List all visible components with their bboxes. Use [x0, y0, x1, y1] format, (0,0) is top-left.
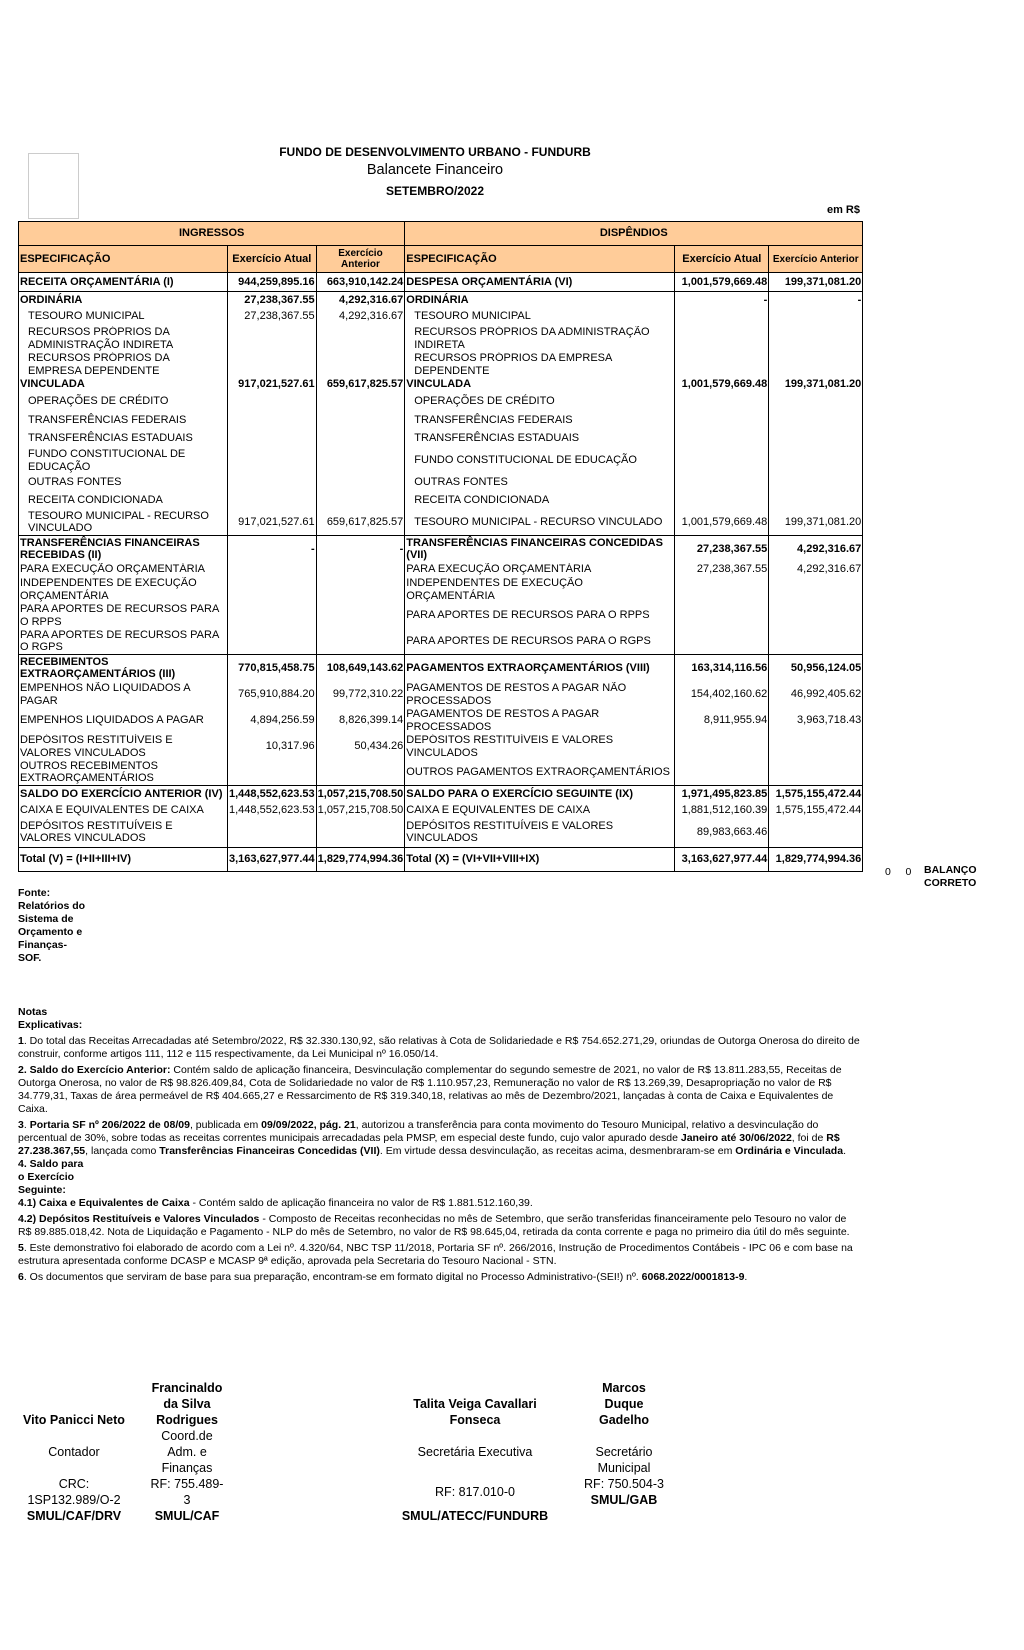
row-label-left: ORDINÁRIA	[19, 292, 228, 308]
table-row	[19, 412, 863, 430]
row-value-anterior-right	[769, 474, 863, 492]
row-label-right: ORDINÁRIA	[405, 292, 675, 308]
signature-role: Secretário Municipal	[595, 1445, 653, 1475]
row-value-anterior-right	[769, 629, 863, 655]
row-value-anterior-right: -	[769, 292, 863, 308]
signature-unit: SMUL/CAF	[154, 1509, 220, 1523]
row-label-left: EMPENHOS NÃO LIQUIDADOS A PAGAR	[19, 682, 228, 708]
col-spec-left: ESPECIFICAÇÃO	[19, 246, 228, 273]
row-label-right: INDEPENDENTES DE EXECUÇÃO ORÇAMENTÁRIA	[405, 577, 675, 603]
col-anterior-right: Exercício Anterior	[769, 246, 863, 273]
signature-registration: CRC: 1SP132.989/O-2	[27, 1477, 121, 1507]
row-label-right: PAGAMENTOS DE RESTOS A PAGAR NÃO PROCESSADOS	[405, 682, 675, 708]
row-label-right: PAGAMENTOS EXTRAORÇAMENTÁRIOS (VIII)	[405, 655, 675, 682]
row-value-anterior-left	[316, 603, 405, 629]
row-value-atual-right	[675, 492, 769, 510]
table-row	[19, 734, 863, 760]
row-value-anterior-left	[316, 563, 405, 577]
row-value-atual-left: 944,259,895.16	[228, 273, 317, 292]
row-value-atual-left: 27,238,367.55	[228, 292, 317, 308]
row-value-atual-right	[675, 430, 769, 448]
row-value-atual-right: 163,314,116.56	[675, 655, 769, 682]
row-value-atual-left	[228, 492, 317, 510]
row-value-anterior-left	[316, 474, 405, 492]
row-value-anterior-right	[769, 308, 863, 326]
row-value-anterior-left: 4,292,316.67	[316, 308, 405, 326]
row-label-left: DEPÓSITOS RESTITUÍVEIS E VALORES VINCULADOS	[19, 818, 228, 848]
table-row	[19, 474, 863, 492]
table-row	[19, 448, 863, 474]
note-4-2: 4.2) Depósitos Restituíveis e Valores Vinculados - Composto de Receitas reconhecidas no mês de Setembro, que serão transferidas financeiramente pelo Tesouro no valor de R$ 89.885.018,42. Nota de Liquidação e Pagamento - NLP do mês de Setembro, no valor de R$ 98.645,04, retirada da conta corrente e paga no primeiro dia útil do mês seguinte.	[18, 1213, 850, 1238]
row-value-anterior-right: 3,963,718.43	[769, 708, 863, 734]
signature-unit: SMUL/GAB	[590, 1493, 658, 1507]
row-value-anterior-right	[769, 430, 863, 448]
table-row	[19, 430, 863, 448]
row-value-atual-right: 1,881,512,160.39	[675, 803, 769, 818]
table-row	[19, 378, 863, 392]
row-label-left: RECURSOS PRÓPRIOS DA ADMINISTRAÇÃO INDIRETA	[19, 326, 228, 352]
signature-coordenador	[148, 1380, 226, 1524]
check-value-a: 0	[885, 866, 891, 878]
row-value-atual-left: 1,448,552,623.53	[228, 786, 317, 803]
row-value-atual-right	[675, 392, 769, 412]
row-label-right: PARA APORTES DE RECURSOS PARA O RPPS	[405, 603, 675, 629]
row-label-left: RECURSOS PRÓPRIOS DA EMPRESA DEPENDENTE	[19, 352, 228, 378]
row-value-atual-left: 765,910,884.20	[228, 682, 317, 708]
row-value-atual-left: 10,317.96	[228, 734, 317, 760]
row-value-anterior-right: 199,371,081.20	[769, 273, 863, 292]
row-label-left: VINCULADA	[19, 378, 228, 392]
row-value-atual-left	[228, 326, 317, 352]
row-label-right: OUTRAS FONTES	[405, 474, 675, 492]
row-value-atual-right: 1,001,579,669.48	[675, 510, 769, 536]
dispendios-header: DISPÊNDIOS	[405, 222, 863, 246]
row-label-left: PARA EXECUÇÃO ORÇAMENTÁRIA	[19, 563, 228, 577]
row-value-atual-right: 1,001,579,669.48	[675, 378, 769, 392]
row-label-left: TESOURO MUNICIPAL	[19, 308, 228, 326]
row-value-anterior-left: 99,772,310.22	[316, 682, 405, 708]
row-value-anterior-left	[316, 760, 405, 786]
note-6: 6. Os documentos que serviram de base para sua preparação, encontram-se em formato digital no Processo Administrativo-(SEI!) nº. 6068.2022/0001813-9.	[18, 1271, 748, 1283]
signature-name: Marcos Duque Gadelho	[598, 1381, 649, 1427]
row-value-anterior-left: 663,910,142.24	[316, 273, 405, 292]
row-value-anterior-right	[769, 818, 863, 848]
col-anterior-left: Exercício Anterior	[316, 246, 405, 273]
check-value-b: 0	[905, 866, 912, 878]
row-value-anterior-left: 1,057,215,708.50	[316, 786, 405, 803]
row-label-right: PAGAMENTOS DE RESTOS A PAGAR PROCESSADOS	[405, 708, 675, 734]
col-atual-right: Exercício Atual	[675, 246, 769, 273]
row-value-atual-left	[228, 760, 317, 786]
row-value-atual-left: 3,163,627,977.44	[228, 848, 317, 872]
table-row	[19, 760, 863, 786]
row-value-atual-right: 27,238,367.55	[675, 563, 769, 577]
col-spec-right: ESPECIFICAÇÃO	[405, 246, 675, 273]
row-value-anterior-right: 1,575,155,472.44	[769, 786, 863, 803]
row-value-atual-left	[228, 412, 317, 430]
row-value-anterior-right	[769, 412, 863, 430]
row-value-anterior-right	[769, 326, 863, 352]
row-value-anterior-right: 1,829,774,994.36	[769, 848, 863, 872]
table-row	[19, 510, 863, 536]
row-value-atual-right: 1,971,495,823.85	[675, 786, 769, 803]
table-row	[19, 273, 863, 292]
row-label-right: FUNDO CONSTITUCIONAL DE EDUCAÇÃO	[405, 448, 675, 474]
row-label-right: CAIXA E EQUIVALENTES DE CAIXA	[405, 803, 675, 818]
row-value-atual-left: 4,894,256.59	[228, 708, 317, 734]
row-label-right: VINCULADA	[405, 378, 675, 392]
row-value-anterior-left: 4,292,316.67	[316, 292, 405, 308]
row-value-anterior-right: 46,992,405.62	[769, 682, 863, 708]
row-value-atual-left: 917,021,527.61	[228, 510, 317, 536]
row-label-left: DEPÓSITOS RESTITUÍVEIS E VALORES VINCULADOS	[19, 734, 228, 760]
row-value-atual-left: 1,448,552,623.53	[229, 803, 315, 816]
signature-role: Secretária Executiva	[417, 1445, 533, 1459]
row-value-anterior-left	[316, 577, 405, 603]
row-value-atual-left	[228, 448, 317, 474]
note-2: 2. Saldo do Exercício Anterior: Contém saldo de aplicação financeira, Desvinculação complementar do segundo semestre de 2021, no valor de R$ 13.811.283,55, Receitas de Outorga Onerosa, no valor de R$ 98.826.409,84, Cota de Solidariedade no valor de R$ 1.110.957,23, Remuneração no valor de R$ 13.269,39, Desapropriação no valor de R$ 34.779,31, Taxas de área permeável de R$ 404.665,27 e Ressarcimento de R$ 319.340,18, relativas ao mês de Dezembro/2021, lançadas à conta de Caixa e Equivalentes de Caixa.	[18, 1064, 842, 1115]
row-label-right: TESOURO MUNICIPAL - RECURSO VINCULADO	[405, 510, 675, 536]
row-value-anterior-left: 659,617,825.57	[316, 378, 405, 392]
row-value-anterior-left	[316, 412, 405, 430]
row-label-right: TRANSFERÊNCIAS FINANCEIRAS CONCEDIDAS (VII)	[405, 536, 675, 563]
row-value-anterior-left	[316, 430, 405, 448]
row-label-left: Total (V) = (I+II+III+IV)	[19, 848, 228, 872]
balance-check-values	[885, 866, 911, 878]
row-value-anterior-left: -	[316, 536, 405, 563]
row-label-right: PARA APORTES DE RECURSOS PARA O RGPS	[405, 629, 675, 655]
note-4-1: 4.1) Caixa e Equivalentes de Caixa - Contém saldo de aplicação financeira no valor de R$ 1.881.512.160,39.	[18, 1197, 533, 1209]
row-label-right: TESOURO MUNICIPAL	[405, 308, 675, 326]
row-value-anterior-right	[769, 392, 863, 412]
row-value-anterior-left: 50,434.26	[316, 734, 405, 760]
signature-role: Coord.de Adm. e Finanças	[161, 1429, 213, 1475]
table-row	[19, 392, 863, 412]
row-value-anterior-right	[769, 492, 863, 510]
note-3: 3. Portaria SF nº 206/2022 de 08/09, publicada em 09/09/2022, pág. 21, autorizou a transferência para conta movimento do Tesouro Municipal, relativo a desvinculação do percentual de 30%, sobre todas as receitas correntes municipais arrecadadas pela PMSP, em especial deste fundo, cujo valor apurado desde Janeiro até 30/06/2022, foi de R$ 27.238.367,55, lançada como Transferências Financeiras Concedidas (VII). Em virtude dessa desvinculação, as receitas acima, desmenbraram-se em Ordinária e Vinculada.	[18, 1119, 846, 1157]
document-period: SETEMBRO/2022	[385, 184, 485, 198]
row-label-left: OUTRAS FONTES	[19, 474, 228, 492]
table-row	[19, 308, 863, 326]
row-label-left: TRANSFERÊNCIAS FINANCEIRAS RECEBIDAS (II)	[19, 536, 228, 563]
signature-contador	[18, 1412, 130, 1524]
row-label-left: TRANSFERÊNCIAS FEDERAIS	[19, 412, 228, 430]
signature-registration: RF: 755.489-3	[150, 1477, 224, 1507]
signature-name: Francinaldo da Silva Rodrigues	[151, 1381, 223, 1427]
signature-registration: RF: 750.504-3	[584, 1477, 664, 1491]
row-value-atual-left	[228, 577, 317, 603]
row-value-anterior-left	[316, 392, 405, 412]
row-value-atual-right	[675, 352, 769, 378]
row-value-anterior-right	[769, 603, 863, 629]
row-value-anterior-left: 1,057,215,708.50	[317, 803, 404, 816]
row-value-anterior-right: 1,575,155,472.44	[769, 803, 863, 818]
row-label-left: FUNDO CONSTITUCIONAL DE EDUCAÇÃO	[19, 448, 228, 474]
row-value-atual-right	[675, 448, 769, 474]
currency-label: em R$	[826, 204, 860, 216]
row-label-left: OUTROS RECEBIMENTOS EXTRAORÇAMENTÁRIOS	[19, 760, 228, 786]
row-label-right: DEPÓSITOS RESTITUÍVEIS E VALORES VINCULADOS	[405, 734, 675, 760]
row-value-anterior-left	[316, 352, 405, 378]
row-value-atual-right: 89,983,663.46	[675, 818, 769, 848]
row-value-anterior-left: 1,829,774,994.36	[316, 848, 405, 872]
row-value-atual-right	[675, 760, 769, 786]
row-value-atual-right: 27,238,367.55	[675, 536, 769, 563]
row-value-atual-right: 154,402,160.62	[675, 682, 769, 708]
table-row	[19, 536, 863, 563]
row-value-atual-left	[228, 474, 317, 492]
row-label-left: EMPENHOS LIQUIDADOS A PAGAR	[19, 708, 228, 734]
row-value-anterior-right: 199,371,081.20	[769, 378, 863, 392]
table-row	[19, 655, 863, 682]
table-row	[19, 682, 863, 708]
signature-name: Vito Panicci Neto	[23, 1413, 125, 1427]
row-value-anterior-right	[769, 448, 863, 474]
row-value-atual-right	[675, 629, 769, 655]
row-label-right: RECEITA CONDICIONADA	[405, 492, 675, 510]
table-row	[19, 848, 863, 872]
row-label-left: TRANSFERÊNCIAS ESTADUAIS	[19, 430, 228, 448]
note-1: 1. Do total das Receitas Arrecadadas até Setembro/2022, R$ 32.330.130,92, são relativas à Cota de Solidariedade e R$ 754.652.271,29, oriundas de Outorga Onerosa do direito de construir, conforme artigos 111, 112 e 115 respectivamente, da Lei Municipal nº 16.050/14.	[18, 1035, 860, 1060]
row-value-anterior-left	[316, 326, 405, 352]
row-value-anterior-left	[316, 492, 405, 510]
row-label-left: TESOURO MUNICIPAL - RECURSO VINCULADO	[19, 510, 228, 536]
row-label-left: PARA APORTES DE RECURSOS PARA O RPPS	[19, 603, 228, 629]
row-label-right: TRANSFERÊNCIAS ESTADUAIS	[405, 430, 675, 448]
signature-name: Talita Veiga Cavallari Fonseca	[413, 1397, 537, 1427]
row-value-atual-left	[228, 563, 317, 577]
row-value-atual-right	[675, 734, 769, 760]
table-row	[19, 292, 863, 308]
row-label-right: DESPESA ORÇAMENTÁRIA (VI)	[405, 273, 675, 292]
row-value-anterior-left: 8,826,399.14	[316, 708, 405, 734]
row-value-anterior-right: 50,956,124.05	[769, 655, 863, 682]
row-label-right: PARA EXECUÇÃO ORÇAMENTÁRIA	[405, 563, 675, 577]
balance-check-label: BALANÇO CORRETO	[924, 864, 977, 889]
note-5: 5. Este demonstrativo foi elaborado de acordo com a Lei nº. 4.320/64, NBC TSP 11/2018, Portaria SF nº. 266/2016, Instrução de Procedimentos Contábeis - IPC 06 e com base na estrutura apresentada conforme DCASP e MCASP 9ª edição, aprovada pela Secretaria do Tesouro Nacional - STN.	[18, 1242, 853, 1267]
row-label-left: PARA APORTES DE RECURSOS PARA O RGPS	[19, 629, 228, 655]
row-value-atual-left	[228, 603, 317, 629]
row-label-right: RECURSOS PRÓPRIOS DA EMPRESA DEPENDENTE	[405, 352, 675, 378]
row-label-left: INDEPENDENTES DE EXECUÇÃO ORÇAMENTÁRIA	[19, 577, 228, 603]
row-value-anterior-right: 4,292,316.67	[769, 536, 863, 563]
row-value-anterior-left: 108,649,143.62	[316, 655, 405, 682]
signature-secretaria-executiva	[395, 1396, 555, 1524]
table-row	[19, 492, 863, 510]
table-row	[19, 818, 863, 848]
source-note: Fonte: Relatórios do Sistema de Orçamento e Finanças- SOF.	[18, 887, 86, 964]
row-value-atual-right: 3,163,627,977.44	[675, 848, 769, 872]
row-value-atual-left: 917,021,527.61	[228, 378, 317, 392]
row-label-left: SALDO DO EXERCÍCIO ANTERIOR (IV)	[19, 786, 228, 803]
row-label-left: RECEITA CONDICIONADA	[19, 492, 228, 510]
row-value-atual-right: -	[675, 292, 769, 308]
notes-title: Notas Explicativas:	[18, 1006, 83, 1031]
table-row	[19, 563, 863, 577]
signature-secretario-municipal	[584, 1380, 664, 1508]
row-value-atual-left	[228, 352, 317, 378]
table-row	[19, 352, 863, 378]
row-value-atual-left: 27,238,367.55	[228, 308, 317, 326]
row-label-left: RECEITA ORÇAMENTÁRIA (I)	[19, 273, 228, 292]
row-label-right: Total (X) = (VI+VII+VIII+IX)	[405, 848, 675, 872]
table-row	[19, 708, 863, 734]
row-value-anterior-right: 4,292,316.67	[769, 563, 863, 577]
table-row	[19, 786, 863, 803]
table-row	[19, 577, 863, 603]
table-row	[19, 603, 863, 629]
row-label-right: TRANSFERÊNCIAS FEDERAIS	[405, 412, 675, 430]
row-value-anterior-left: 659,617,825.57	[316, 510, 405, 536]
row-value-anterior-left	[316, 818, 405, 848]
row-value-atual-left	[228, 629, 317, 655]
row-label-right: RECURSOS PRÓPRIOS DA ADMINISTRAÇÃO INDIRETA	[405, 326, 675, 352]
row-value-atual-right: 1,001,579,669.48	[675, 273, 769, 292]
row-label-left: CAIXA E EQUIVALENTES DE CAIXA	[19, 803, 228, 818]
explanatory-notes	[18, 1006, 860, 1287]
table-row	[19, 803, 863, 818]
signature-unit: SMUL/ATECC/FUNDURB	[401, 1509, 549, 1523]
table-row	[19, 326, 863, 352]
row-label-right: OPERAÇÕES DE CRÉDITO	[405, 392, 675, 412]
row-value-atual-right	[675, 474, 769, 492]
row-value-atual-right	[675, 603, 769, 629]
row-value-anterior-right	[769, 577, 863, 603]
signature-registration: RF: 817.010-0	[435, 1485, 515, 1499]
row-label-left: RECEBIMENTOS EXTRAORÇAMENTÁRIOS (III)	[19, 655, 228, 682]
table-row	[19, 629, 863, 655]
row-value-atual-right: 8,911,955.94	[675, 708, 769, 734]
balance-table	[18, 221, 863, 872]
row-value-atual-left	[228, 818, 317, 848]
ingressos-header: INGRESSOS	[19, 222, 405, 246]
signature-unit: SMUL/CAF/DRV	[26, 1509, 122, 1523]
row-value-atual-left	[228, 430, 317, 448]
row-label-right: DEPÓSITOS RESTITUÍVEIS E VALORES VINCULADOS	[405, 818, 675, 848]
row-value-anterior-right: 199,371,081.20	[769, 510, 863, 536]
row-value-anterior-left	[316, 629, 405, 655]
row-value-anterior-right	[769, 352, 863, 378]
document-subtitle: Balancete Financeiro	[366, 162, 504, 178]
row-value-atual-right	[675, 326, 769, 352]
row-label-right: OUTROS PAGAMENTOS EXTRAORÇAMENTÁRIOS	[405, 760, 675, 786]
row-value-atual-left: 770,815,458.75	[228, 655, 317, 682]
row-value-atual-right	[675, 412, 769, 430]
signature-role: Contador	[48, 1445, 100, 1459]
row-value-atual-left: -	[228, 536, 317, 563]
row-value-atual-right	[675, 308, 769, 326]
row-value-anterior-right	[769, 760, 863, 786]
col-atual-left: Exercício Atual	[228, 246, 317, 273]
row-value-anterior-left	[316, 448, 405, 474]
row-label-left: OPERAÇÕES DE CRÉDITO	[19, 392, 228, 412]
document-title: FUNDO DE DESENVOLVIMENTO URBANO - FUNDURB	[279, 145, 591, 159]
row-label-right: SALDO PARA O EXERCÍCIO SEGUINTE (IX)	[405, 786, 675, 803]
note-4-heading: 4. Saldo para o Exercício Seguinte:	[18, 1158, 84, 1196]
row-value-anterior-right	[769, 734, 863, 760]
row-value-atual-left	[228, 392, 317, 412]
row-value-atual-right	[675, 577, 769, 603]
